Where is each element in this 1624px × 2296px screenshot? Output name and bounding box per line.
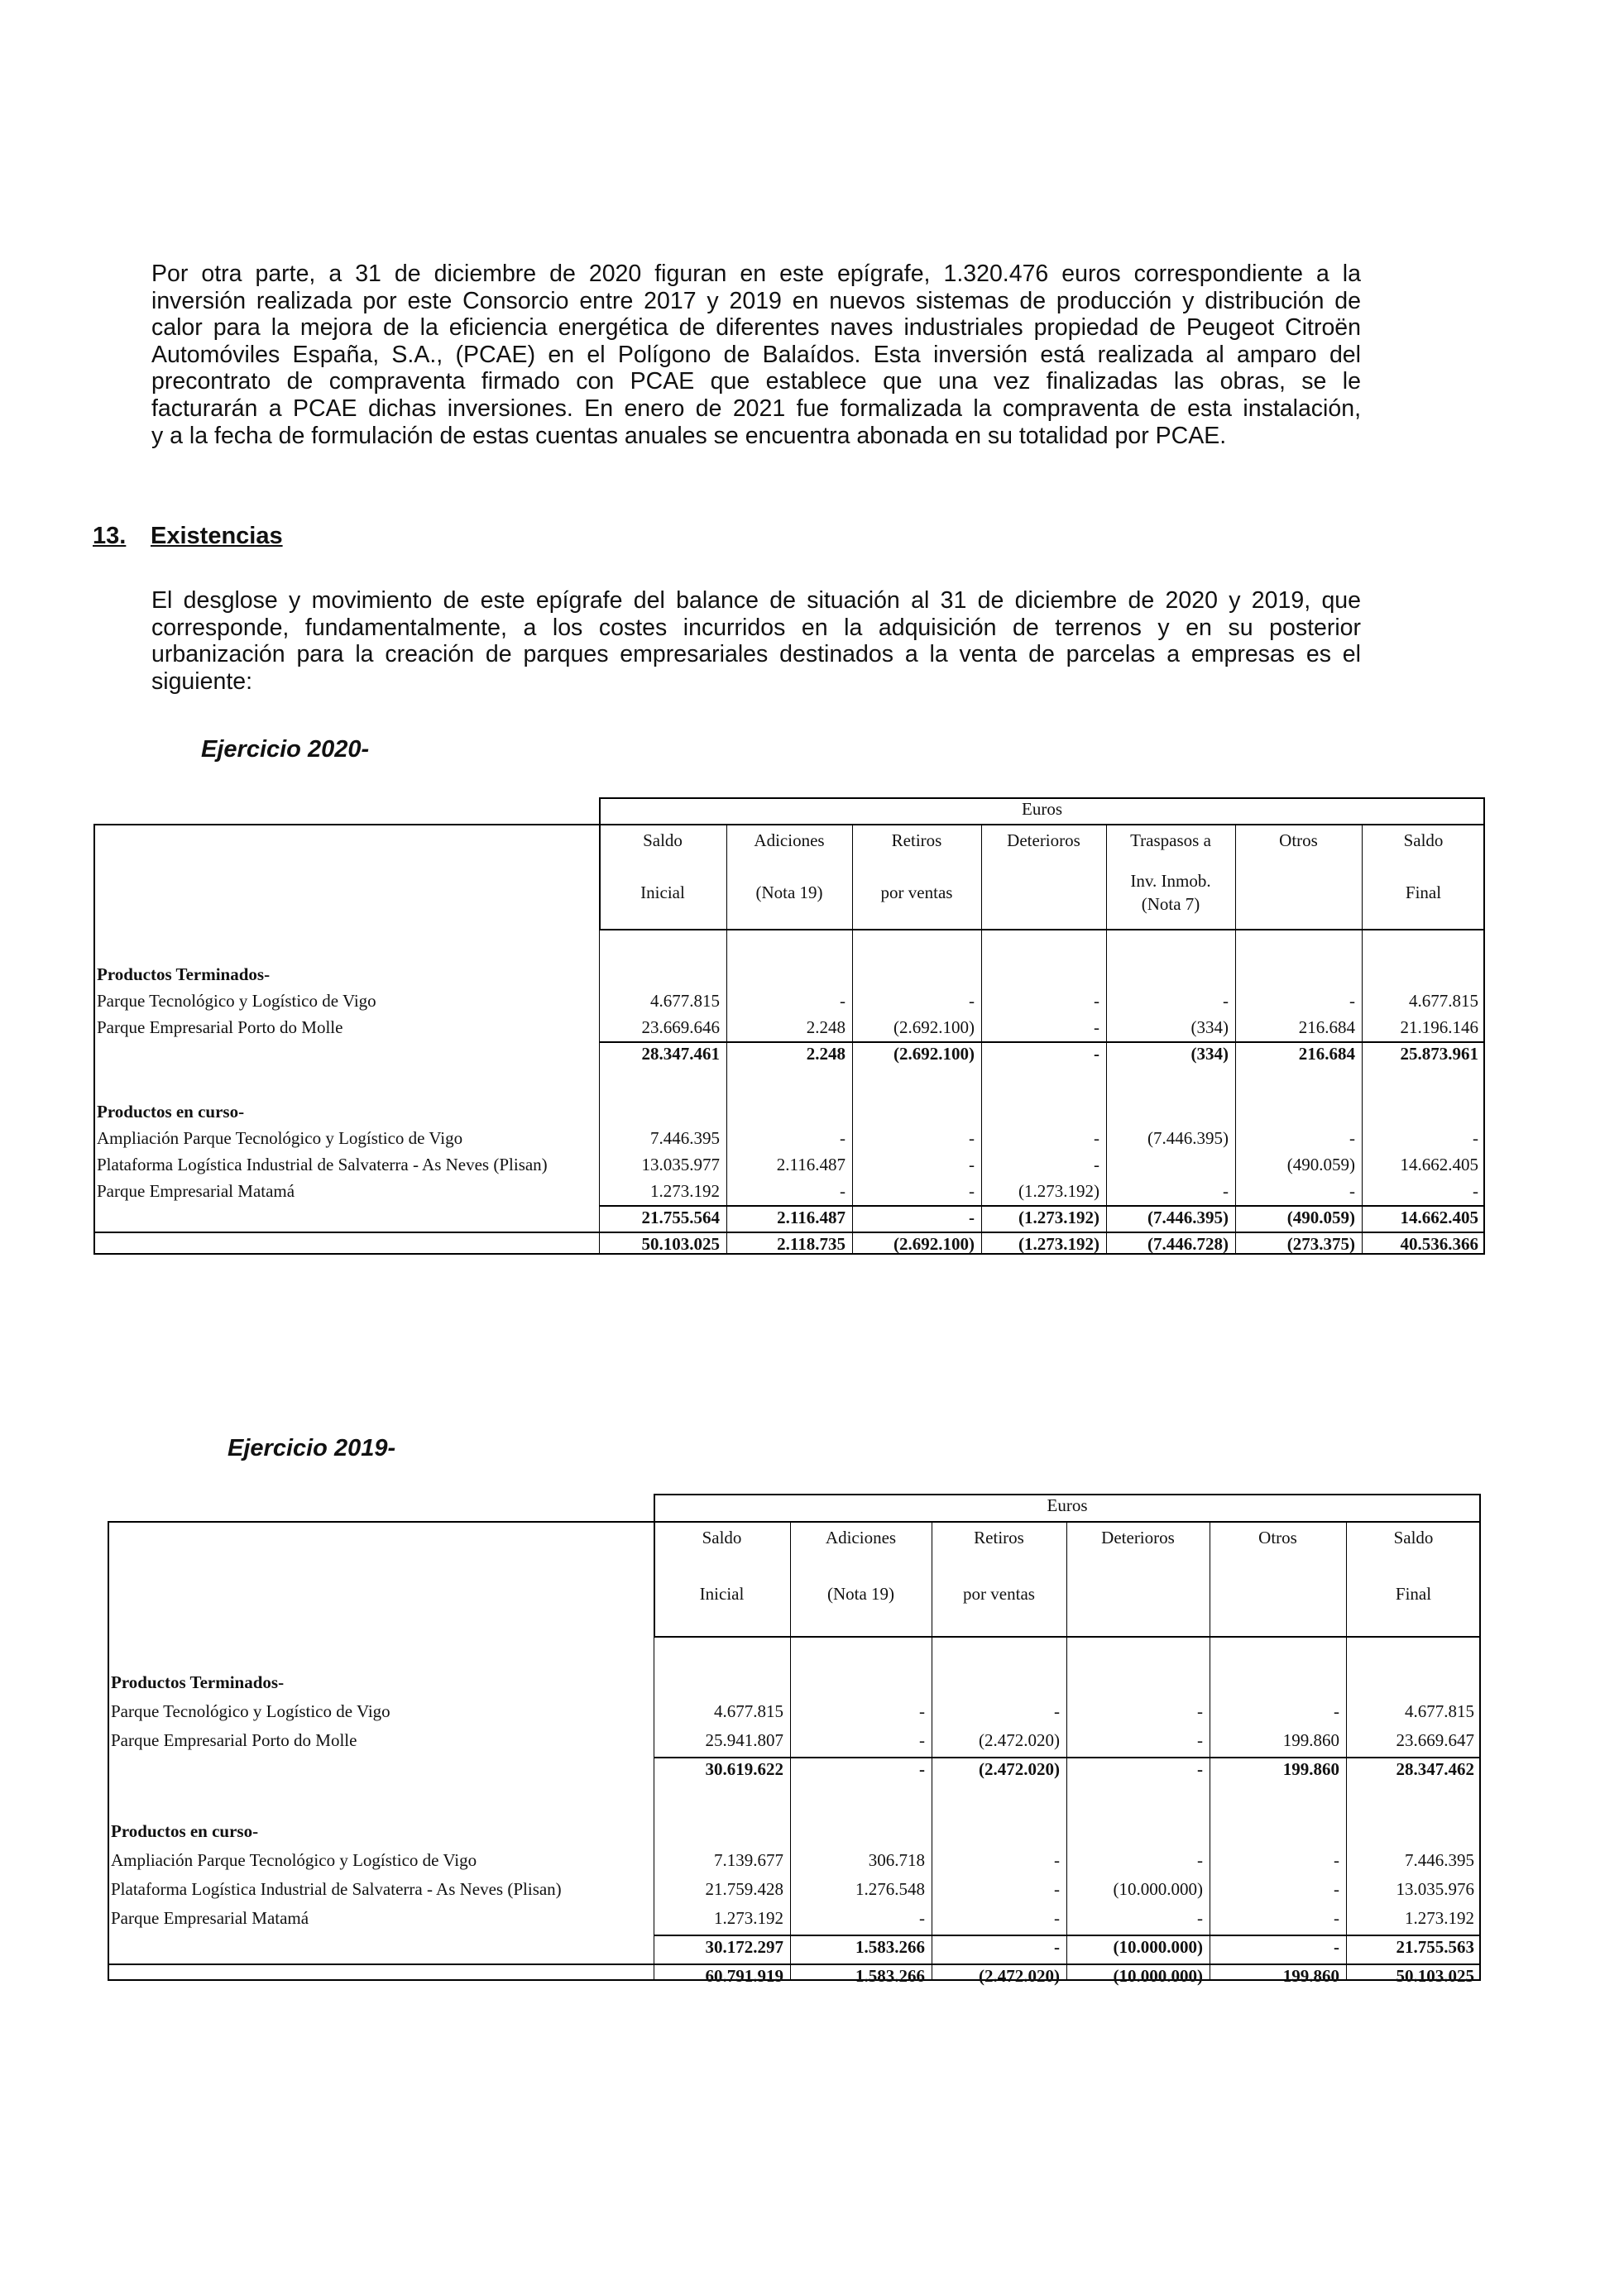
row-value: 21.759.428 [705, 1879, 783, 1899]
total-value: (273.375) [1286, 1234, 1355, 1254]
column-header-top: Saldo [1393, 1528, 1434, 1547]
row-value: - [1349, 1181, 1355, 1201]
subtotal-value: 14.662.405 [1400, 1208, 1478, 1227]
row-value: 23.669.646 [641, 1017, 720, 1037]
section-title: Existencias [151, 523, 283, 549]
row-value: 1.273.192 [714, 1908, 783, 1928]
row-label: Plataforma Logística Industrial de Salvaterra - As Neves (Plisan) [97, 1155, 548, 1174]
row-value: - [1223, 991, 1229, 1011]
subtotal-value: (334) [1190, 1044, 1229, 1064]
paragraph-line: precontrato de compraventa firmado con PCAE que establece que una vez finalizadas las obras, se le [151, 368, 1361, 395]
total-value: 1.583.266 [855, 1966, 925, 1986]
row-label: Ampliación Parque Tecnológico y Logístico de Vigo [111, 1850, 477, 1870]
row-label: Parque Tecnológico y Logístico de Vigo [97, 991, 376, 1011]
group-title: Productos Terminados- [97, 964, 271, 984]
column-header-bottom: (Nota 19) [826, 1584, 895, 1604]
subtotal-value: (2.472.020) [979, 1759, 1060, 1779]
row-value: 216.684 [1298, 1017, 1355, 1037]
total-value: 50.103.025 [1396, 1966, 1474, 1986]
column-header-top: Saldo [702, 1528, 742, 1547]
row-value: - [1054, 1908, 1060, 1928]
row-label: Parque Empresarial Porto do Molle [97, 1017, 343, 1037]
paragraph-line: facturarán a PCAE dichas inversiones. En enero de 2021 fue formalizada la compraventa de esta instalación, [151, 395, 1361, 422]
row-value: - [1334, 1850, 1339, 1870]
column-header-top: Retiros [974, 1528, 1024, 1547]
row-value: - [1334, 1701, 1339, 1721]
paragraph-line: calor para la mejora de la eficiencia energética de diferentes naves industriales propiedad de Peugeot Citroën [151, 314, 1361, 342]
row-value: - [1197, 1908, 1203, 1928]
column-divider [1346, 1638, 1347, 1981]
row-value: - [1054, 1879, 1060, 1899]
row-value: 13.035.976 [1396, 1879, 1474, 1899]
column-header-bottom: por ventas [963, 1584, 1035, 1604]
row-value: - [919, 1701, 925, 1721]
row-value: - [1094, 991, 1099, 1011]
subtotal-value: - [969, 1208, 975, 1227]
row-value: 7.446.395 [1405, 1850, 1474, 1870]
row-value: 1.276.548 [855, 1879, 925, 1899]
subtotal-value: - [1054, 1937, 1060, 1957]
row-value: 4.677.815 [650, 991, 720, 1011]
row-label: Parque Empresarial Matamá [111, 1908, 309, 1928]
row-value: 7.446.395 [650, 1128, 720, 1148]
subtotal-value: 28.347.462 [1396, 1759, 1474, 1779]
row-value: - [840, 1181, 846, 1201]
column-divider [790, 1638, 791, 1981]
row-value: (490.059) [1286, 1155, 1355, 1174]
row-value: - [1054, 1701, 1060, 1721]
subtotal-value: - [1334, 1937, 1339, 1957]
intro-paragraph [151, 261, 1361, 449]
row-value: - [840, 991, 846, 1011]
column-header-top: Otros [1279, 830, 1318, 850]
row-value: 4.677.815 [1405, 1701, 1474, 1721]
row-value: - [840, 1128, 846, 1148]
column-divider [1066, 1638, 1067, 1981]
total-value: 60.791.919 [705, 1966, 783, 1986]
row-value: - [919, 1730, 925, 1750]
paragraph-line: Por otra parte, a 31 de diciembre de 2020 figuran en este epígrafe, 1.320.476 euros correspondiente a la [151, 261, 1361, 287]
column-header-bottom: (Nota 19) [755, 883, 823, 902]
row-value: - [1349, 991, 1355, 1011]
subtotal-value: 25.873.961 [1400, 1044, 1478, 1064]
column-header-top: Adiciones [754, 830, 825, 850]
column-header-bottom: por ventas [880, 883, 953, 902]
subtotal-value: 2.248 [806, 1044, 846, 1064]
row-value: - [1197, 1701, 1203, 1721]
paragraph-line: corresponde, fundamentalmente, a los costes incurridos en la adquisición de terrenos y en su posterior [151, 614, 1361, 641]
column-header-bottom: Final [1405, 883, 1442, 902]
euros-label: Euros [1022, 799, 1062, 819]
ejercicio-2019-heading: Ejercicio 2019- [228, 1435, 396, 1461]
paragraph-line: Automóviles España, S.A., (PCAE) en el Polígono de Balaídos. Esta inversión está realizada al amparo del [151, 341, 1361, 368]
row-label: Ampliación Parque Tecnológico y Logístico de Vigo [97, 1128, 463, 1148]
column-header-top: Saldo [643, 830, 683, 850]
row-value: - [1094, 1155, 1099, 1174]
subtotal-value: - [1197, 1759, 1203, 1779]
column-header-top: Saldo [1403, 830, 1444, 850]
subtotal-value: (2.692.100) [893, 1044, 975, 1064]
subtotal-value: 1.583.266 [855, 1937, 925, 1957]
section-heading [93, 523, 283, 550]
subtotal-value: 21.755.563 [1396, 1937, 1474, 1957]
row-value: (2.472.020) [979, 1730, 1060, 1750]
total-value: 40.536.366 [1400, 1234, 1478, 1254]
subtotal-value: 199.860 [1282, 1759, 1339, 1779]
column-header-bottom: Inicial [699, 1584, 745, 1604]
row-value: - [969, 1181, 975, 1201]
euros-divider [654, 1521, 1481, 1522]
row-value: (7.446.395) [1147, 1128, 1229, 1148]
total-value: (1.273.192) [1018, 1234, 1099, 1254]
euros-divider [599, 824, 1485, 825]
row-value: (1.273.192) [1018, 1181, 1099, 1201]
row-value: 1.273.192 [650, 1181, 720, 1201]
row-value: - [969, 1155, 975, 1174]
column-header-top: Otros [1258, 1528, 1297, 1547]
row-label: Plataforma Logística Industrial de Salvaterra - As Neves (Plisan) [111, 1879, 562, 1899]
paragraph-line: inversión realizada por este Consorcio entre 2017 y 2019 en nuevos sistemas de producción y distribución de [151, 287, 1361, 314]
paragraph-line: siguiente: [151, 667, 253, 695]
group-title: Productos Terminados- [111, 1672, 285, 1692]
column-header-top: Traspasos a [1130, 830, 1211, 850]
row-value: - [1197, 1850, 1203, 1870]
group-title: Productos en curso- [97, 1102, 245, 1122]
total-value: (7.446.728) [1147, 1234, 1229, 1254]
row-value: 7.139.677 [714, 1850, 783, 1870]
total-value: (2.472.020) [979, 1966, 1060, 1986]
total-value: 50.103.025 [641, 1234, 720, 1254]
section-number: 13. [93, 523, 127, 549]
row-value: - [969, 991, 975, 1011]
subtotal-value: 30.619.622 [705, 1759, 783, 1779]
paragraph-line: urbanización para la creación de parques empresariales destinados a la venta de parcelas a empresas es el [151, 641, 1361, 668]
row-value: - [1473, 1181, 1478, 1201]
row-value: - [1197, 1730, 1203, 1750]
subtotal-value: (7.446.395) [1147, 1208, 1229, 1227]
section-paragraph [151, 587, 1361, 695]
total-value: 199.860 [1282, 1966, 1339, 1986]
row-value: - [1473, 1128, 1478, 1148]
row-label: Parque Tecnológico y Logístico de Vigo [111, 1701, 390, 1721]
row-value: 2.116.487 [776, 1155, 846, 1174]
total-value: (2.692.100) [893, 1234, 975, 1254]
row-value: (334) [1190, 1017, 1229, 1037]
subtotal-value: 216.684 [1298, 1044, 1355, 1064]
row-value: 1.273.192 [1405, 1908, 1474, 1928]
row-value: 25.941.807 [705, 1730, 783, 1750]
column-header-bottom: Final [1395, 1584, 1432, 1604]
subtotal-value: (1.273.192) [1018, 1208, 1099, 1227]
column-header-bottom: (Nota 7) [1141, 894, 1200, 914]
row-value: (10.000.000) [1113, 1879, 1203, 1899]
column-header-bottom: Inv. Inmob. [1130, 871, 1211, 891]
row-value: - [919, 1908, 925, 1928]
subtotal-value: (10.000.000) [1113, 1937, 1203, 1957]
subtotal-value: 28.347.461 [641, 1044, 720, 1064]
row-value: 14.662.405 [1400, 1155, 1478, 1174]
row-value: - [1334, 1879, 1339, 1899]
row-value: (2.692.100) [893, 1017, 975, 1037]
row-value: 4.677.815 [1409, 991, 1478, 1011]
row-value: - [1094, 1017, 1099, 1037]
subtotal-value: - [919, 1759, 925, 1779]
paragraph-line: El desglose y movimiento de este epígrafe del balance de situación al 31 de diciembre de 2020 y 2019, que [151, 587, 1361, 614]
column-header-bottom: Inicial [640, 883, 685, 902]
row-value: 199.860 [1282, 1730, 1339, 1750]
column-header-top: Deterioros [1101, 1528, 1175, 1547]
total-value: (10.000.000) [1113, 1966, 1203, 1986]
row-value: - [1334, 1908, 1339, 1928]
row-value: 21.196.146 [1400, 1017, 1478, 1037]
row-label: Parque Empresarial Matamá [97, 1181, 295, 1201]
row-value: - [1094, 1128, 1099, 1148]
ejercicio-2020-heading: Ejercicio 2020- [201, 736, 370, 763]
row-value: - [1349, 1128, 1355, 1148]
row-label: Parque Empresarial Porto do Molle [111, 1730, 357, 1750]
column-header-top: Deterioros [1007, 830, 1080, 850]
row-value: - [1223, 1181, 1229, 1201]
subtotal-value: 30.172.297 [705, 1937, 783, 1957]
subtotal-value: (490.059) [1286, 1208, 1355, 1227]
row-value: 306.718 [868, 1850, 925, 1870]
row-value: - [969, 1128, 975, 1148]
subtotal-value: 21.755.564 [641, 1208, 720, 1227]
column-header-top: Retiros [891, 830, 942, 850]
euros-label: Euros [1047, 1495, 1088, 1515]
row-value: - [1054, 1850, 1060, 1870]
row-value: 13.035.977 [641, 1155, 720, 1174]
row-value: 4.677.815 [714, 1701, 783, 1721]
row-value: 23.669.647 [1396, 1730, 1474, 1750]
paragraph-line: y a la fecha de formulación de estas cuentas anuales se encuentra abonada en su totalidad por PCAE. [151, 422, 1227, 449]
group-title: Productos en curso- [111, 1821, 259, 1841]
total-value: 2.118.735 [777, 1234, 846, 1254]
column-header-top: Adiciones [825, 1528, 897, 1547]
subtotal-value: 2.116.487 [777, 1208, 846, 1227]
row-value: 2.248 [806, 1017, 846, 1037]
subtotal-value: - [1094, 1044, 1099, 1064]
